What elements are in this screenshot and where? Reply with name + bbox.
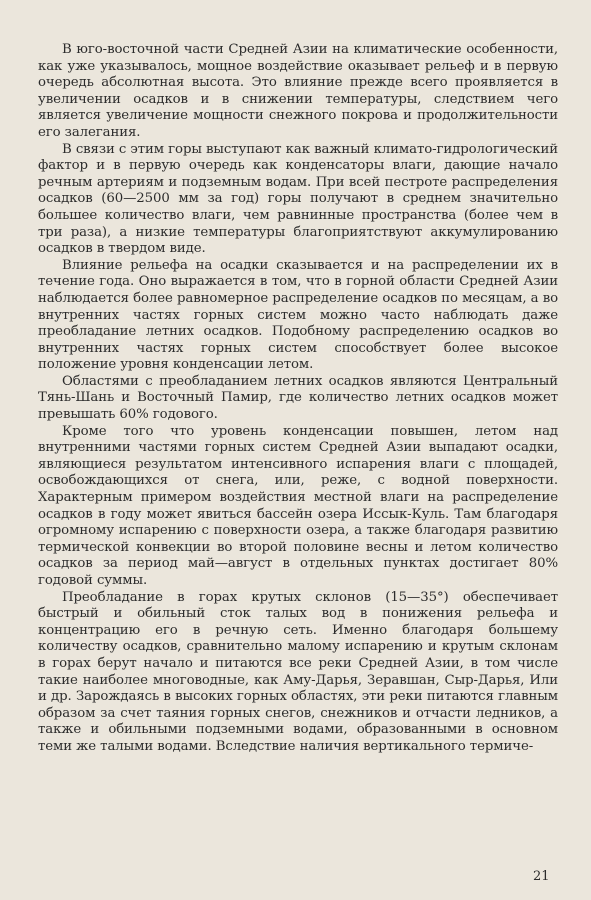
page-number: 21	[533, 869, 550, 884]
paragraph-5: Кроме того что уровень конденсации повышен, летом над внутренними частями горных систем Средней Азии выпадают осадки, являющиеся результатом интенсивного испарения влаги с площадей, освобождающихся от снега, или, реже, с водной поверхности. Характерным примером воздействия местной влаги на распределение осадков в году может явиться бассейн озера Иссык-Куль. Там благодаря огромному испарению с поверхности озера, а также благодаря развитию термической конвекции во второй половине весны и летом количество осадков за период май—август в отдельных пунктах достигает 80% годовой суммы.	[38, 423, 558, 588]
paragraph-4: Областями с преобладанием летних осадков являются Центральный Тянь-Шань и Восточный Памир, где количество летних осадков может превышать 60% годового.	[38, 373, 558, 423]
body-text	[38, 42, 558, 756]
paragraph-2: В связи с этим горы выступают как важный климато-гидрологический фактор и в первую очередь как конденсаторы влаги, дающие начало речным артериям и подземным водам. При всей пестроте распределения осадков (60—2500 мм за год) горы получают в среднем значительно большее количество влаги, чем равнинные пространства (более чем в три раза), а низкие температуры благоприятствуют аккумулированию осадков в твердом виде.	[38, 141, 558, 257]
paragraph-3: Влияние рельефа на осадки сказывается и на распределении их в течение года. Оно выражается в том, что в горной области Средней Азии наблюдается более равномерное распределение осадков по месяцам, а во внутренних частях горных систем можно часто наблюдать даже преобладание летних осадков. Подобному распределению осадков во внутренних частях горных систем способствует более высокое положение уровня конденсации летом.	[38, 257, 558, 373]
paragraph-6: Преобладание в горах крутых склонов (15—35°) обеспечивает быстрый и обильный сток талых вод в понижения рельефа и концентрацию его в речную сеть. Именно благодаря большему количеству осадков, сравнительно малому испарению и крутым склонам в горах берут начало и питаются все реки Средней Азии, в том числе такие наиболее многоводные, как Аму-Дарья, Зеравшан, Сыр-Дарья, Или и др. Зарождаясь в высоких горных областях, эти реки питаются главным образом за счет таяния горных снегов, снежников и отчасти ледников, а также и обильными подземными водами, образованными в основном теми же талыми водами. Вследствие наличия вертикального термиче-	[38, 589, 558, 754]
paragraph-1: В юго-восточной части Средней Азии на климатические особенности, как уже указывалось, мощное воздействие оказывает рельеф и в первую очередь абсолютная высота. Это влияние прежде всего проявляется в увеличении осадков и в снижении температуры, следствием чего является увеличение мощности снежного покрова и продолжительности его залегания.	[38, 42, 558, 140]
